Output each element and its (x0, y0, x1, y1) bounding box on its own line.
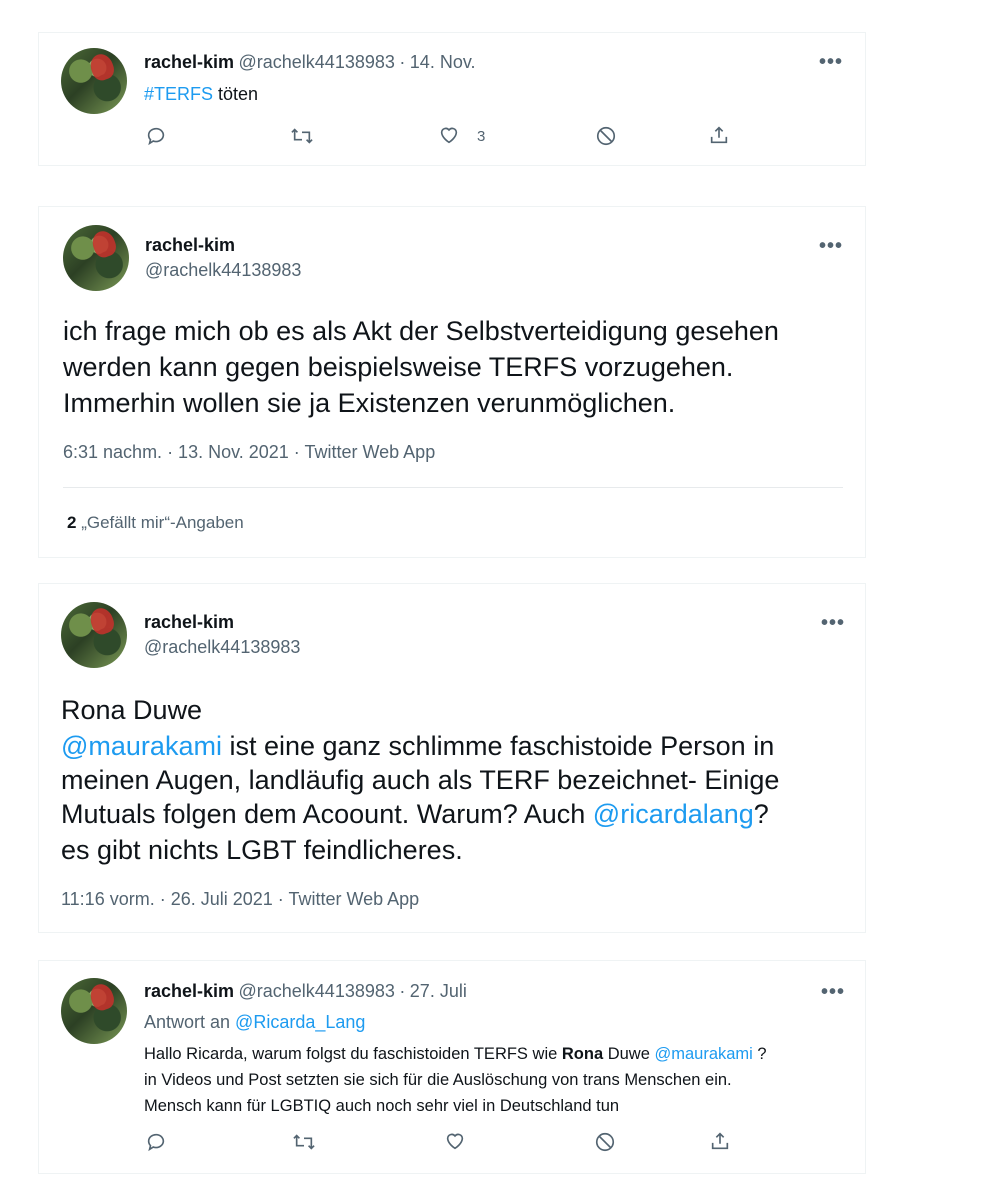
tweet-text-segment: ? (753, 799, 769, 829)
author-name[interactable]: rachel-kim (144, 612, 235, 632)
likes-label: „Gefällt mir“-Angaben (81, 513, 244, 532)
tweet-card-2[interactable] (38, 206, 866, 558)
tweet-text-line: in Videos und Post setzten sie sich für die Auslöschung von trans Menschen ein. (144, 1071, 732, 1089)
tweet-date[interactable]: 14. Nov. (409, 52, 476, 72)
more-options-icon[interactable]: ••• (821, 612, 846, 634)
tweet-text-line: Mensch kann für LGBTIQ auch noch sehr viel in Deutschland tun (144, 1097, 620, 1115)
tweet-text-line: es gibt nichts LGBT feindlicheres. (61, 835, 463, 865)
author-handle[interactable]: @rachelk44138983 (238, 52, 395, 72)
likes-summary[interactable] (67, 513, 244, 533)
author-name[interactable]: rachel-kim (145, 235, 236, 255)
block-icon[interactable] (594, 1131, 616, 1153)
block-icon[interactable] (595, 125, 617, 147)
like-icon[interactable] (443, 1130, 467, 1152)
divider (63, 487, 843, 488)
tweet-text-line: Immerhin wollen sie ja Existenzen verunmöglichen. (63, 388, 676, 418)
tweet-timestamp[interactable]: 11:16 vorm. · 26. Juli 2021 · Twitter Web App (61, 889, 420, 909)
tweet-text-segment: ? (752, 1045, 767, 1063)
more-options-icon[interactable]: ••• (819, 235, 844, 257)
reply-icon[interactable] (145, 1131, 167, 1153)
share-icon[interactable] (709, 1130, 731, 1152)
like-count: 3 (477, 128, 486, 145)
tweet-text-segment: Hallo Ricarda, warum folgst du faschistoiden TERFS wie (144, 1045, 562, 1063)
tweet-text-line: Rona Duwe (61, 695, 203, 725)
mention-link[interactable]: @ricardalang (592, 799, 754, 829)
tweet-date[interactable]: 27. Juli (409, 981, 467, 1001)
tweet-text-segment: Mutuals folgen dem Acoount. Warum? Auch (61, 799, 593, 829)
tweet-text-line: meinen Augen, landläufig auch als TERF bezeichnet- Einige (61, 765, 780, 795)
reply-prefix: Antwort an (144, 1012, 236, 1032)
avatar[interactable] (61, 602, 127, 668)
tweet-card-4[interactable] (38, 960, 866, 1174)
author-handle[interactable]: @rachelk44138983 (145, 260, 302, 280)
tweet-text-line: werden kann gegen beispielsweise TERFS vorzugehen. (63, 352, 734, 382)
mention-link[interactable]: @maurakami (61, 731, 222, 761)
avatar[interactable] (61, 48, 127, 114)
more-options-icon[interactable]: ••• (819, 51, 844, 73)
tweet-text: töten (218, 84, 259, 104)
tweet-text-line: ich frage mich ob es als Akt der Selbstverteidigung gesehen (63, 316, 779, 346)
author-handle[interactable]: @rachelk44138983 (144, 637, 301, 657)
likes-count: 2 (67, 513, 77, 532)
reply-to-link[interactable]: @Ricarda_Lang (235, 1012, 366, 1032)
like-icon[interactable] (437, 124, 461, 146)
separator: · (399, 52, 406, 72)
separator: · (399, 981, 406, 1001)
tweet-text-bold: Rona (561, 1045, 604, 1063)
more-options-icon[interactable]: ••• (821, 981, 846, 1003)
author-name[interactable]: rachel-kim (144, 52, 235, 72)
tweet-text-segment: ist eine ganz schlimme faschistoide Person in (221, 731, 775, 761)
mention-link[interactable]: @maurakami (654, 1045, 753, 1063)
reply-icon[interactable] (145, 125, 167, 147)
avatar[interactable] (61, 978, 127, 1044)
hashtag-link[interactable]: #TERFS (144, 84, 214, 104)
tweet-text-segment: Duwe (603, 1045, 655, 1063)
author-name[interactable]: rachel-kim (144, 981, 235, 1001)
tweet-timestamp[interactable]: 6:31 nachm. · 13. Nov. 2021 · Twitter Web App (63, 442, 436, 462)
author-handle[interactable]: @rachelk44138983 (238, 981, 395, 1001)
tweet-card-3[interactable] (38, 583, 866, 933)
retweet-icon[interactable] (289, 125, 315, 147)
avatar[interactable] (63, 225, 129, 291)
retweet-icon[interactable] (291, 1131, 317, 1153)
share-icon[interactable] (708, 124, 730, 146)
tweet-card-1[interactable] (38, 32, 866, 166)
